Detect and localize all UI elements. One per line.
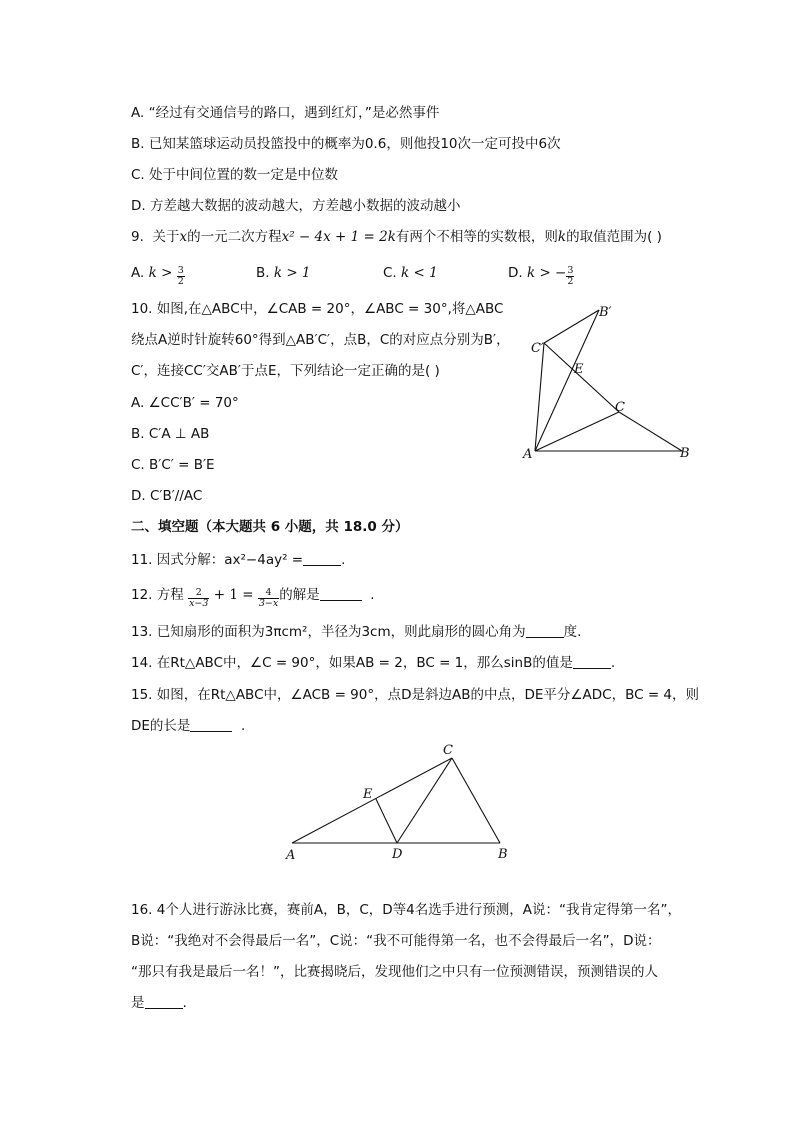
q8-option-c: C. 处于中间位置的数一定是中位数 (131, 167, 339, 183)
q10-figure (515, 300, 705, 465)
option-expr: k > (148, 265, 173, 281)
q12-end: . (370, 587, 375, 603)
q12-post: 的解是 (279, 587, 320, 603)
q10-option-a: A. ∠CC′B′ = 70° (131, 395, 239, 411)
segment-CB (619, 412, 682, 451)
label-B-prime: B′ (599, 305, 612, 320)
q9-option-a (131, 263, 185, 287)
q16-text: 是 (131, 995, 145, 1011)
q16-end: . (182, 995, 187, 1011)
label-D: D (392, 847, 403, 862)
fraction (258, 588, 279, 609)
segment-CB (452, 758, 500, 843)
option-label: C. (383, 265, 397, 281)
numerator: 3 (177, 265, 184, 276)
q16-line-1: 16. 4个人进行游泳比赛，赛前A，B，C，D等4名选手进行预测，A说：“我肯定得第一名”， (131, 902, 681, 918)
segment-DC (397, 758, 452, 843)
segment-AB1 (535, 310, 599, 451)
option-expr: k > 1 (273, 265, 311, 281)
segment-C1B1 (544, 310, 599, 343)
q12-pre: 12. 方程 (131, 587, 184, 603)
denominator: 2 (177, 276, 184, 287)
q9-tail: 的取值范围为( ) (566, 229, 662, 245)
q16-line-3: “那只有我是最后一名！”，比赛揭晓后，发现他们之中只有一位预测错误，预测错误的人 (131, 964, 658, 980)
segment-DE (376, 799, 397, 843)
numerator: 2 (188, 588, 209, 599)
q12-mid: + 1 = (209, 587, 258, 603)
q9-option-b (256, 263, 311, 283)
fraction (177, 266, 185, 287)
label-B: B (680, 446, 690, 461)
option-label: D. (508, 265, 523, 281)
option-label: B. (256, 265, 270, 281)
q9-option-c (383, 263, 438, 283)
q9-post: 有两个不相等的实数根，则 (395, 229, 558, 245)
q8-option-d: D. 方差越大数据的波动越大，方差越小数据的波动越小 (131, 198, 461, 214)
q13 (131, 622, 581, 642)
q10-option-c: C. B′C′ = B′E (131, 457, 215, 473)
q14 (131, 653, 615, 673)
q15-line-1: 15. 如图，在Rt△ABC中，∠ACB = 90°，点D是斜边AB的中点，DE平分∠ADC，BC = 4，则 (131, 687, 700, 703)
q9-equation: x² − 4x + 1 = 2k (281, 229, 396, 245)
answer-blank[interactable] (573, 654, 611, 669)
fraction (188, 588, 209, 609)
denominator: 2 (567, 276, 574, 287)
q11-end: . (341, 552, 346, 568)
section-title-fill-in: 二、填空题（本大题共 6 小题，共 18.0 分） (131, 519, 409, 535)
q10-line-3: C′，连接CC′交AB′于点E，下列结论一定正确的是( ) (131, 363, 440, 379)
q15-text: DE的长是 (131, 718, 191, 734)
q15-line-2 (131, 716, 245, 736)
q9-option-d (508, 263, 574, 287)
q9-pre: 关于 (152, 229, 180, 245)
q11 (131, 550, 345, 570)
answer-blank[interactable] (190, 717, 232, 732)
q8-option-b: B. 已知某篮球运动员投篮投中的概率为0.6，则他投10次一定可投中6次 (131, 136, 561, 152)
q9-var-x: x (179, 229, 188, 245)
q13-end: 度. (563, 624, 582, 640)
q10-option-b: B. C′A ⊥ AB (131, 426, 210, 442)
q16-line-2: B说：“我绝对不会得最后一名”，C说：“我不可能得第一名，也不会得最后一名”，D说： (131, 933, 661, 949)
denominator: x−3 (189, 598, 209, 609)
q15-end: . (241, 718, 246, 734)
label-C: C (443, 743, 453, 758)
q15-figure (280, 738, 520, 864)
q11-text: 11. 因式分解：ax²−4ay² = (131, 552, 304, 568)
segment-AC (535, 412, 619, 451)
label-C-prime: C′ (531, 341, 544, 356)
q14-end: . (610, 655, 616, 671)
numerator: 3 (567, 265, 574, 276)
q9-var-k: k (557, 229, 567, 245)
q16-line-4 (131, 993, 187, 1013)
answer-blank[interactable] (145, 994, 183, 1009)
q10-line-1: 10. 如图,在△ABC中，∠CAB = 20°，∠ABC = 30°,将△ABC (131, 301, 504, 317)
q8-option-a: A. “经过有交通信号的路口，遇到红灯，”是必然事件 (131, 105, 440, 121)
segment-CC1 (544, 343, 619, 412)
answer-blank[interactable] (526, 623, 564, 638)
q9-mid: 的一元二次方程 (187, 229, 282, 245)
denominator: 3−x (258, 598, 279, 609)
label-A: A (286, 848, 296, 863)
fraction (566, 266, 574, 287)
q13-text: 13. 已知扇形的面积为3πcm²，半径为3cm，则此扇形的圆心角为 (131, 624, 526, 640)
q10-line-2: 绕点A逆时针旋转60°得到△AB′C′，点B，C的对应点分别为B′， (131, 332, 510, 348)
numerator: 4 (258, 588, 279, 599)
label-A: A (523, 447, 533, 462)
label-C: C (615, 400, 625, 415)
label-E: E (574, 362, 584, 377)
answer-blank[interactable] (303, 551, 341, 566)
q9-stem (131, 227, 662, 247)
q10-option-d: D. C′B′//AC (131, 488, 203, 504)
option-label: A. (131, 265, 145, 281)
option-expr: k < 1 (401, 265, 438, 281)
q12 (131, 585, 375, 609)
q9-number: 9. (131, 229, 144, 245)
label-E: E (363, 787, 373, 802)
label-B: B (498, 847, 508, 862)
q14-text: 14. 在Rt△ABC中，∠C = 90°，如果AB = 2，BC = 1，那么sinB的值是 (131, 655, 573, 671)
answer-blank[interactable] (320, 586, 362, 601)
option-expr: k > − (526, 265, 567, 281)
